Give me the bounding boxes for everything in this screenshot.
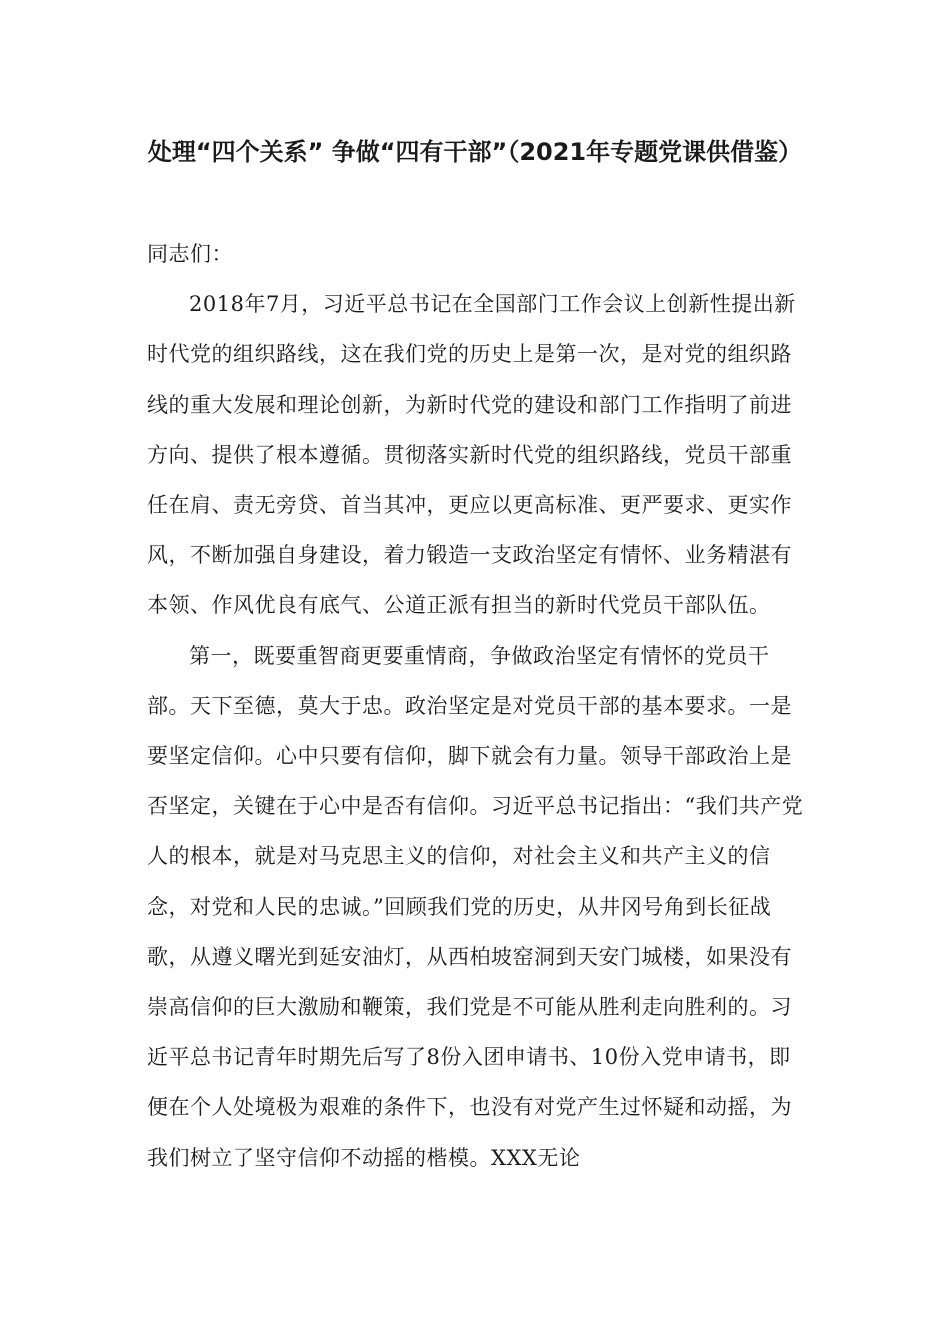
document-body: [147, 229, 809, 1183]
paragraph-2: 第一，既要重智商更要重情商，争做政治坚定有情怀的党员干部。天下至德，莫大于忠。政治坚定是对党员干部的基本要求。一是要坚定信仰。心中只要有信仰，脚下就会有力量。领导干部政治上是否坚定，关键在于心中是否有信仰。习近平总书记指出：“我们共产党人的根本，就是对马克思主义的信仰，对社会主义和共产主义的信念，对党和人民的忠诚。”回顾我们党的历史，从井冈号角到长征战歌，从遵义曙光到延安油灯，从西柏坡窑洞到天安门城楼，如果没有崇高信仰的巨大激励和鞭策，我们党是不可能从胜利走向胜利的。习近平总书记青年时期先后写了8份入团申请书、10份入党申请书，即便在个人处境极为艰难的条件下，也没有对党产生过怀疑和动摇，为我们树立了坚守信仰不动摇的楷模。XXX无论: [147, 643, 804, 1170]
paragraph-1: 2018年7月，习近平总书记在全国部门工作会议上创新性提出新时代党的组织路线，这在我们党的历史上是第一次，是对党的组织路线的重大发展和理论创新，为新时代党的建设和部门工作指明了前进方向、提供了根本遵循。贯彻落实新时代党的组织路线，党员干部重任在肩、责无旁贷、首当其冲，更应以更高标准、更严要求、更实作风，不断加强自身建设，着力锻造一支政治坚定有情怀、业务精湛有本领、作风优良有底气、公道正派有担当的新时代党员干部队伍。: [147, 292, 796, 618]
salutation: 同志们：: [147, 242, 233, 266]
document-title: 处理“四个关系” 争做“四有干部”（2021年专题党课供借鉴）: [147, 138, 803, 166]
